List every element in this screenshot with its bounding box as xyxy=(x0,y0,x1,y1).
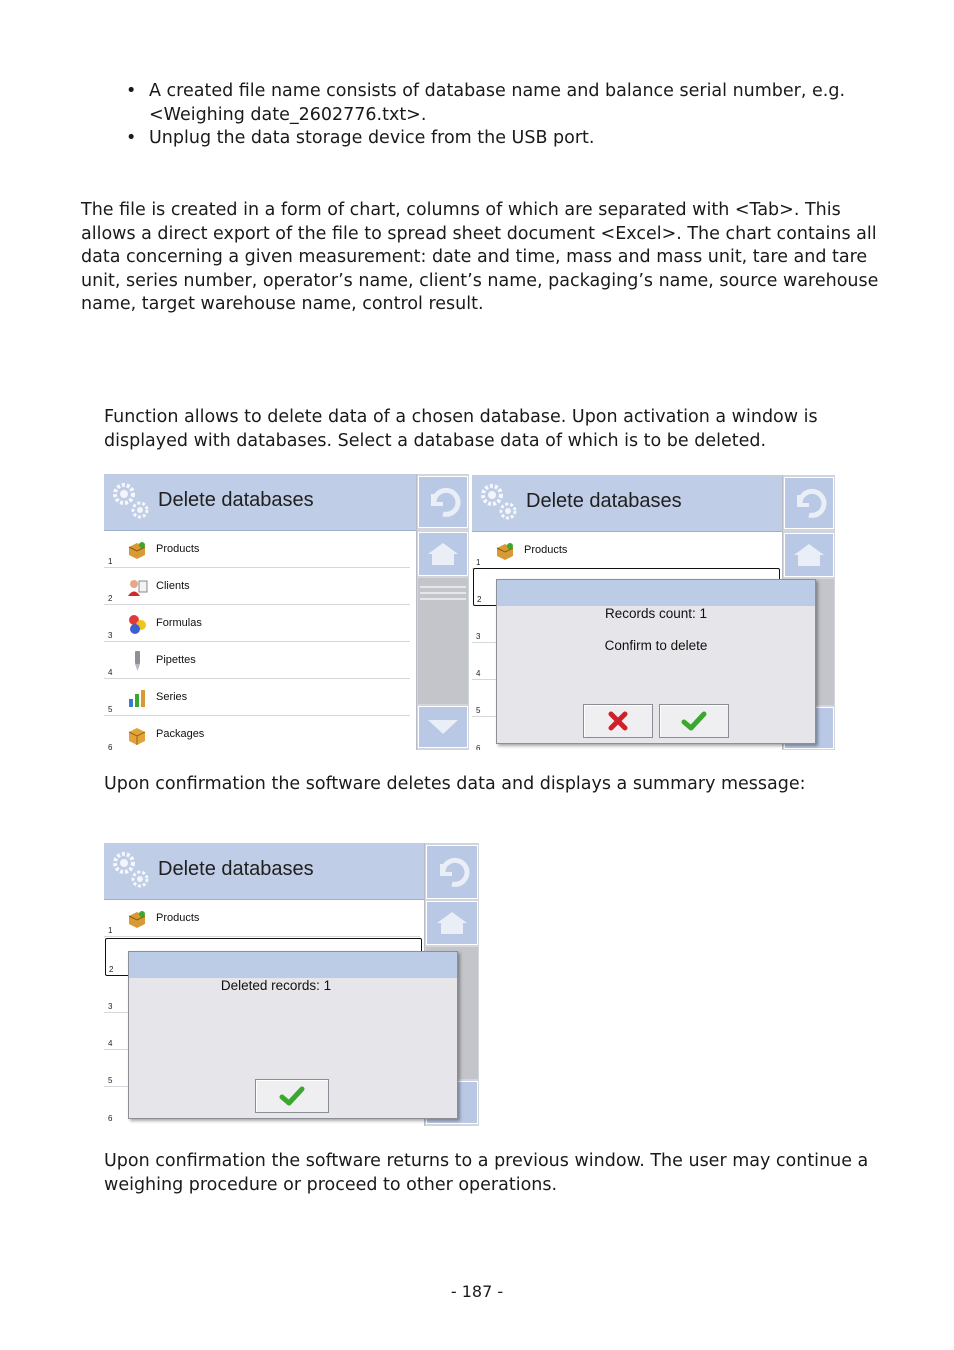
arrow-down-icon xyxy=(425,717,461,737)
back-button[interactable] xyxy=(418,476,468,528)
packages-icon xyxy=(126,724,148,746)
home-icon xyxy=(791,541,827,569)
confirm-dialog xyxy=(496,579,816,744)
records-count-text: Records count: 1 xyxy=(604,606,708,621)
bullet-item: • Unplug the data storage device from the USB port. xyxy=(126,128,595,148)
screen-header xyxy=(104,474,416,531)
settings-gear-icon xyxy=(110,849,154,893)
page-number: - 187 - xyxy=(450,1282,504,1301)
list-item[interactable]: Pipettes 4 xyxy=(104,642,410,679)
home-icon xyxy=(434,909,470,937)
list-item[interactable]: 4 xyxy=(472,643,778,680)
bullet-list xyxy=(124,80,884,151)
dialog-header xyxy=(497,580,815,606)
checkmark-icon xyxy=(279,1085,305,1107)
paragraph-final: Upon confirmation the software returns to a previous window. The user may continue a weighing procedure or proceed to other operations. xyxy=(104,1151,869,1195)
clients-icon xyxy=(126,576,148,598)
list-item[interactable]: Packages 6 xyxy=(104,716,410,750)
screen-delete-databases-list xyxy=(104,474,470,750)
home-button[interactable] xyxy=(784,533,834,577)
paragraph-file-chart: The file is created in a form of chart, columns of which are separated with <Tab>. This allows a direct export of the file to spread sheet document <Excel>. The chart contains all data concerning a given measurement: date and time, mass and mass unit, tare and tare unit, series number, operator’s name, client’s name, packaging’s name, source warehouse name, target warehouse name, control result. xyxy=(81,200,879,314)
products-icon xyxy=(126,908,148,930)
back-arrow-icon xyxy=(791,485,827,521)
list-item[interactable]: Products 1 xyxy=(104,900,420,937)
list-item[interactable]: Formulas 3 xyxy=(104,605,410,642)
dialog-header xyxy=(129,952,457,978)
deleted-records-text: Deleted records: 1 xyxy=(220,978,332,993)
paragraph-after-confirm: Upon confirmation the software deletes data and displays a summary message: xyxy=(104,774,806,794)
screen-delete-summary xyxy=(104,843,480,1126)
screen-title: Delete databases xyxy=(158,858,314,880)
settings-gear-icon xyxy=(478,481,522,525)
pipettes-icon xyxy=(126,650,148,672)
home-icon xyxy=(425,540,461,568)
selected-list-item[interactable]: 2 xyxy=(473,568,780,606)
list-item[interactable]: Products 1 xyxy=(104,531,410,568)
list-item[interactable]: Clients 2 xyxy=(104,568,410,605)
bullet-item: • A created file name consists of database name and balance serial number, e.g. <Weighing date_2602776.txt>. xyxy=(126,81,846,125)
ok-button[interactable] xyxy=(255,1079,329,1113)
screen-title: Delete databases xyxy=(526,490,682,512)
back-button[interactable] xyxy=(784,477,834,529)
list-item[interactable]: 5 xyxy=(472,680,778,717)
list-item[interactable]: 5 xyxy=(104,1050,420,1087)
home-button[interactable] xyxy=(418,532,468,576)
scroll-down-button[interactable] xyxy=(418,706,468,748)
cross-icon xyxy=(607,710,629,732)
selected-list-item[interactable]: 2 xyxy=(105,938,422,976)
scrollbar[interactable] xyxy=(418,578,468,704)
list-item[interactable]: Products 1 xyxy=(472,532,778,569)
paragraph-function-delete: Function allows to delete data of a chosen database. Upon activation a window is displayed with databases. Select a database data of which is to be deleted. xyxy=(104,407,818,451)
screen-header xyxy=(472,475,782,532)
list-item[interactable]: 6 xyxy=(108,1114,113,1123)
list-item[interactable]: 3 xyxy=(472,606,778,643)
products-icon xyxy=(494,540,516,562)
summary-dialog xyxy=(128,951,458,1119)
list-item[interactable]: 4 xyxy=(104,1013,420,1050)
back-arrow-icon xyxy=(434,854,470,890)
checkmark-icon xyxy=(681,710,707,732)
screen-header xyxy=(104,843,424,900)
back-button[interactable] xyxy=(426,845,478,899)
ok-button[interactable] xyxy=(659,704,729,738)
home-button[interactable] xyxy=(426,901,478,945)
products-icon xyxy=(126,539,148,561)
formulas-icon xyxy=(126,613,148,635)
settings-gear-icon xyxy=(110,480,154,524)
confirm-delete-text: Confirm to delete xyxy=(604,638,708,653)
list-item[interactable]: 6 xyxy=(476,744,481,750)
screen-title: Delete databases xyxy=(158,489,314,511)
series-icon xyxy=(126,687,148,709)
side-panel xyxy=(416,474,469,750)
back-arrow-icon xyxy=(425,484,461,520)
list-item[interactable]: 3 xyxy=(104,976,420,1013)
list-item[interactable]: Series 5 xyxy=(104,679,410,716)
cancel-button[interactable] xyxy=(583,704,653,738)
screen-delete-confirm xyxy=(472,475,836,750)
